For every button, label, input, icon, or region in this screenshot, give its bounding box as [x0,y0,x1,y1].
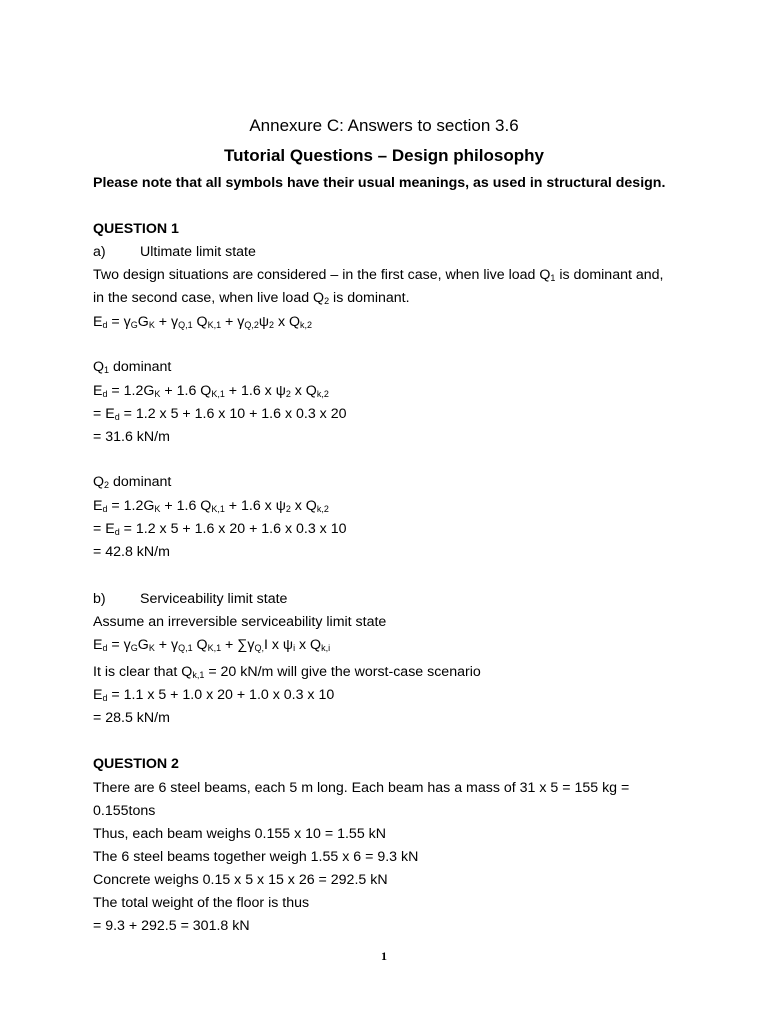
q2-dominant-result: = 42.8 kN/m [93,544,170,560]
document-title: Annexure C: Answers to section 3.6 [249,116,519,135]
document-subtitle: Tutorial Questions – Design philosophy [224,146,544,165]
page-number: 1 [381,949,387,963]
question-1-heading: QUESTION 1 [93,221,179,237]
q1-dominant-calculation: = $E_d = 1.2$ x 5 + 1.6 x 10 + 1.6 x 0.3 x 20 [93,406,347,422]
part-a-heading [93,243,256,261]
symbols-note: Please note that all symbols have their usual meanings, as used in structural design. [93,175,666,191]
q1-dominant-result: = 31.6 kN/m [93,429,170,445]
q2-dominant-calculation: = $E_d = 1.2$ x 5 + 1.6 x 20 + 1.6 x 0.3 x 10 [93,521,347,537]
question-2-heading: QUESTION 2 [93,756,179,772]
q2-line: The 6 steel beams together weigh 1.55 x 6 = 9.3 kN [93,849,419,865]
q1-dominant-heading: $Q_1$ dominant [93,359,172,375]
part-b-heading [93,590,287,608]
part-b-assumption: Assume an irreversible serviceability limit state [93,614,387,630]
q1-dominant-equation: $E_d = 1.2G_K + 1.6$ $Q_{K,1} + 1.6$ x $\psi_2$ x $Q_{k,2}$ [93,383,329,399]
part-b-equation: $E_d = \gamma_GG_K + \gamma_{Q,1}$ $Q_{K,1} + \sum\gamma_{Q,}I$ x $\psi_i$ x $Q_{k,i}$ [93,637,331,653]
part-a-label: a) [93,244,106,260]
part-b-calculation: $E_d = 1.1$ x 5 + 1.0 x 20 + 1.0 x 0.3 x 10 [93,687,335,703]
q2-line: The total weight of the floor is thus [93,895,310,911]
q2-line: 0.155tons [93,803,156,819]
part-b-worst-case: It is clear that $Q_{k,1} = 20$ kN/m will give the worst-case scenario [93,664,481,680]
q2-line: Concrete weighs 0.15 x 5 x 15 x 26 = 292.5 kN [93,872,388,888]
intro-line-2: in the second case, when live load $Q_2$ is dominant. [93,290,410,306]
part-b-label: b) [93,591,106,607]
q2-dominant-heading: $Q_2$ dominant [93,474,172,490]
q2-dominant-equation: $E_d = 1.2G_K + 1.6$ $Q_{K,1} + 1.6$ x $\psi_2$ x $Q_{k,2}$ [93,498,329,514]
q2-line: = 9.3 + 292.5 = 301.8 kN [93,918,250,934]
q2-line: There are 6 steel beams, each 5 m long. Each beam has a mass of 31 x 5 = 155 kg = [93,780,630,796]
part-b-title: Serviceability limit state [140,591,288,607]
part-a-title: Ultimate limit state [140,244,256,260]
part-b-result: = 28.5 kN/m [93,710,170,726]
q2-line: Thus, each beam weighs 0.155 x 10 = 1.55 kN [93,826,386,842]
intro-line-1: Two design situations are considered – in the first case, when live load $Q_1$ is dominant and, [93,267,664,283]
general-equation: $E_d = \gamma_GG_K + \gamma_{Q,1}$ $Q_{K,1} + \gamma_{Q,2}\psi_2$ x $Q_{k,2}$ [93,314,313,330]
